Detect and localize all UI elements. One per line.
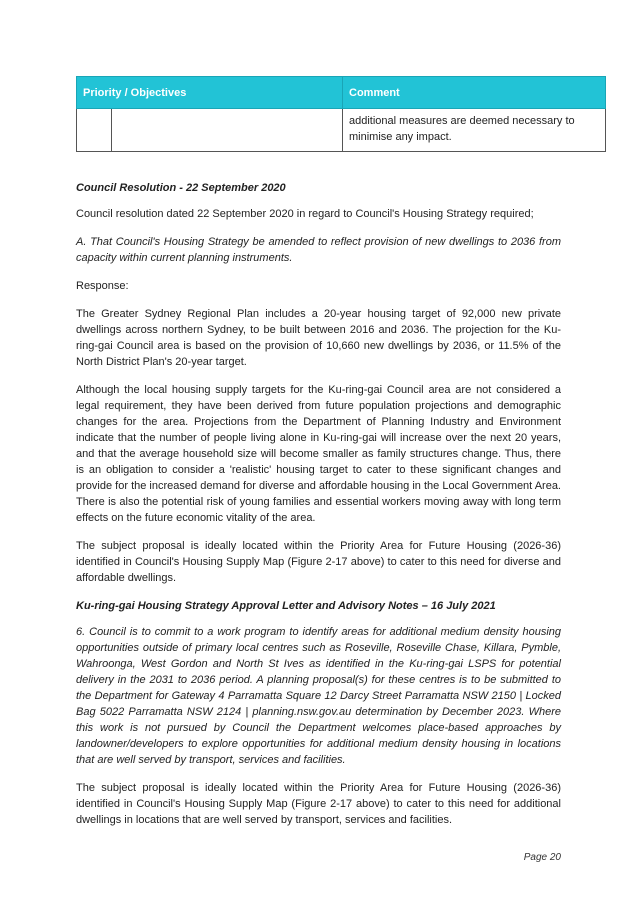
header-comment: Comment (343, 77, 606, 109)
header-priority-objectives: Priority / Objectives (77, 77, 343, 109)
table-cell-number (77, 109, 112, 152)
council-resolution-heading: Council Resolution - 22 September 2020 (76, 182, 286, 194)
response-paragraph-1: The Greater Sydney Regional Plan includes a 20-year housing target of 92,000 new private dwellings across northern Sydney, to be built between 2016 and 2036. The projection for the Ku-ring-gai Council area is based on the provision of 10,660 new dwellings by 2036, or 11.5% of the North District Plan's 20-year target. (76, 308, 561, 368)
document-body (76, 180, 561, 836)
advisory-note-6: 6. Council is to commit to a work program to identify areas for additional medium density housing opportunities outside of primary local centres such as Roseville, Roseville Chase, Killara, Pymble, Wahroonga, West Gordon and North St Ives as identified in the Ku-ring-gai LSPS for potential delivery in the 2031 to 2036 period. A planning proposal(s) for these centres is to be submitted to the Department for Gateway 4 Parramatta Square 12 Darcy Street Parramatta NSW 2150 | Locked Bag 5022 Parramatta NSW 2124 | planning.nsw.gov.au determination by December 2023. Where this work is not pursued by Council the Department welcomes place-based approaches by landowner/developers to explore opportunities for additional medium density housing in locations that are well served by transport, services and facilities. (76, 626, 561, 766)
table-cell-objective (112, 109, 343, 152)
priority-objectives-table (76, 76, 606, 152)
strategy-response-paragraph: The subject proposal is ideally located within the Priority Area for Future Housing (2026-36) identified in Council's Housing Supply Map (Figure 2-17 above) to cater to this need for additional dwellings in locations that are well served by transport, services and facilities. (76, 782, 561, 826)
table-row (77, 109, 606, 152)
housing-strategy-heading: Ku-ring-gai Housing Strategy Approval Letter and Advisory Notes – 16 July 2021 (76, 600, 496, 612)
response-paragraph-2: Although the local housing supply targets for the Ku-ring-gai Council area are not considered a legal requirement, they have been derived from future population projections and demographic changes for the area. Projections from the Department of Planning Industry and Environment indicate that the number of people living alone in Ku-ring-gai will increase over the next 20 years, and that the average household size will become smaller as family structures change. Thus, there is an obligation to consider a 'realistic' housing target to cater to these significant changes and provide for the increased demand for diverse and affordable housing in the Local Government Area. There is also the potential risk of young families and essential workers moving away with long term effects on the future economic vitality of the area. (76, 384, 561, 524)
resolution-intro: Council resolution dated 22 September 2020 in regard to Council's Housing Strategy required; (76, 208, 534, 220)
table-header-row (77, 77, 606, 109)
page-number: Page 20 (523, 852, 561, 863)
response-paragraph-3: The subject proposal is ideally located within the Priority Area for Future Housing (2026-36) identified in Council's Housing Supply Map (Figure 2-17 above) to cater to this need for diverse and affordable dwellings. (76, 540, 561, 584)
response-label: Response: (76, 280, 129, 292)
resolution-item-a: A. That Council's Housing Strategy be amended to reflect provision of new dwellings to 2036 from capacity within current planning instruments. (76, 236, 561, 264)
table-cell-comment: additional measures are deemed necessary to minimise any impact. (343, 109, 606, 152)
